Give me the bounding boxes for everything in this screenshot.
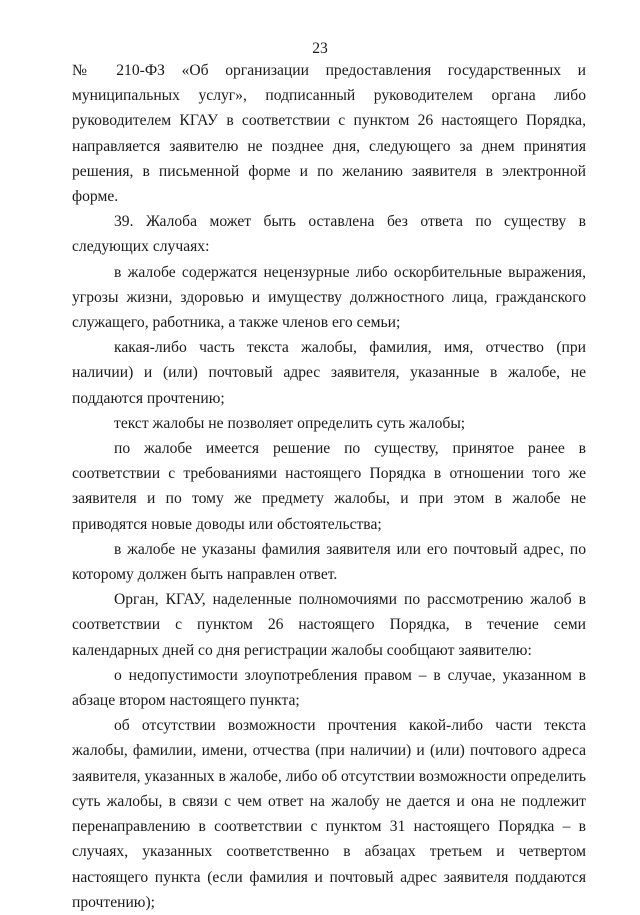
paragraph-item-39: 39. Жалоба может быть оставлена без ответа по существу в следующих случаях: (72, 213, 586, 256)
paragraph-illegible-text: какая-либо часть текста жалобы, фамилия, имя, отчество (при наличии) и (или) почтовый адрес заявителя, указанные в жалобе, не поддаются прочтению; (72, 339, 586, 407)
paragraph-undeterminable-essence: текст жалобы не позволяет определить суть жалобы; (114, 414, 466, 432)
paragraph-abuse-of-right: о недопустимости злоупотребления правом – в случае, указанном в абзаце втором настоящего пункта; (72, 666, 586, 710)
paragraph-obscene-language: в жалобе содержатся нецензурные либо оскорбительные выражения, угрозы жизни, здоровью и имуществу должностного лица, гражданского служащего, работника, а также членов его семьи; (72, 263, 586, 332)
document-body (72, 58, 586, 915)
paragraph-no-reply: об отсутствии возможности прочтения какой-либо части текста жалобы, фамилии, имени, отчества (при наличии) и (или) почтового адреса заявителя, указанных в жалобе, либо об отсутствии возможности определить суть жалобы, в связи с чем ответ на жалобу не дается и она не подлежит перенаправлению в соответствии с пунктом 31 настоящего Порядка – в случаях, указанных соответственно в абзацах третьем и четвертом настоящего пункта (если фамилия и почтовый адрес заявителя поддаются прочтению); (72, 717, 586, 911)
paragraph-no-name-address: в жалобе не указаны фамилия заявителя или его почтовый адрес, по которому должен быть направлен ответ. (72, 540, 586, 584)
paragraph-prior-decision: по жалобе имеется решение по существу, принятое ранее в соответствии с требованиями настоящего Порядка в отношении того же заявителя и по тому же предмету жалобы, и при этом в жалобе не приводятся новые доводы или обстоятельства; (72, 440, 586, 533)
paragraph-authority-notice: Орган, КГАУ, наделенные полномочиями по рассмотрению жалоб в соответствии с пунктом 26 настоящего Порядка, в течение семи календарных дней со дня регистрации жалобы сообщают заявителю: (72, 591, 586, 659)
paragraph-continuation: № 210-ФЗ «Об организации предоставления государственных и муниципальных услуг», подписанный руководителем органа либо руководителем КГАУ в соответствии с пунктом 26 настоящего Порядка, направляется заявителю не позднее дня, следующего за днем принятия решения, в письменной форме и по желанию заявителя в электронной форме. (72, 62, 586, 206)
page-number: 23 (312, 40, 328, 57)
